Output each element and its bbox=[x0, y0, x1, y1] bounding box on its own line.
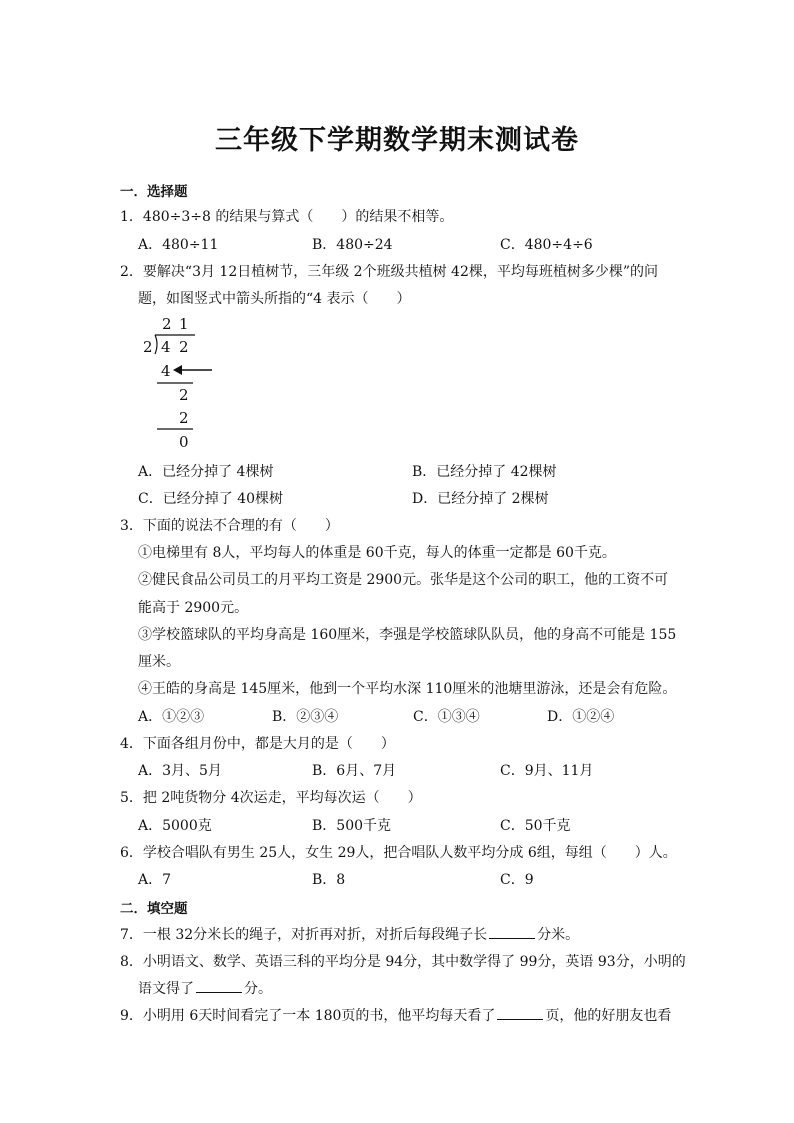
answer-blank[interactable] bbox=[196, 980, 242, 993]
q3-statement-4: ④王皓的身高是 145厘米，他到一个平均水深 110厘米的池塘里游泳，还是会有危险。 bbox=[138, 681, 677, 697]
q3-statement-3-cont: 厘米。 bbox=[138, 654, 180, 670]
q1-option-a: A．480÷11 bbox=[138, 237, 219, 253]
q5-option-b: B．500千克 bbox=[312, 818, 392, 834]
q6-option-a: A．7 bbox=[138, 872, 172, 888]
q4-option-b: B．6月、7月 bbox=[312, 763, 397, 779]
q3-option-d: D．①②④ bbox=[547, 709, 615, 725]
question-2-line2: 题，如图竖式中箭头所指的“4 表示（ ） bbox=[138, 291, 411, 307]
question-8-line2 bbox=[138, 978, 272, 998]
quotient-digit: 1 bbox=[179, 315, 189, 333]
step-remainder: 0 bbox=[179, 433, 189, 451]
division-bracket bbox=[155, 335, 157, 354]
q8-unit: 分。 bbox=[244, 981, 272, 997]
q2-option-c: C．已经分掉了 40棵树 bbox=[138, 491, 283, 507]
answer-blank[interactable] bbox=[497, 1007, 543, 1020]
page-title: 三年级下学期数学期末测试卷 bbox=[215, 125, 579, 156]
q1-option-c: C．480÷4÷6 bbox=[500, 237, 593, 253]
question-5: 5．把 2吨货物分 4次运走，平均每次运（ ） bbox=[120, 790, 422, 806]
q7-text: 7．一根 32分米长的绳子，对折再对折，对折后每段绳子长 bbox=[120, 927, 488, 943]
q3-statement-1: ①电梯里有 8人，平均每人的体重是 60千克，每人的体重一定都是 60千克。 bbox=[138, 545, 616, 561]
q9-text: 9．小明用 6天时间看完了一本 180页的书，他平均每天看了 bbox=[120, 1008, 496, 1024]
section-heading-choice: 一．选择题 bbox=[120, 184, 188, 200]
q4-option-c: C．9月、11月 bbox=[500, 763, 594, 779]
q2-option-b: B．已经分掉了 42棵树 bbox=[412, 464, 557, 480]
question-9 bbox=[120, 1005, 671, 1025]
q3-statement-3: ③学校篮球队的平均身高是 160厘米，李强是学校篮球队队员，他的身高不可能是 155 bbox=[138, 627, 677, 643]
q3-option-b: B．②③④ bbox=[272, 709, 339, 725]
q3-option-c: C．①③④ bbox=[413, 709, 480, 725]
q1-option-b: B．480÷24 bbox=[312, 237, 393, 253]
question-6: 6．学校合唱队有男生 25人，女生 29人，把合唱队人数平均分成 6组，每组（ ）人。 bbox=[120, 845, 677, 861]
q3-option-a: A．①②③ bbox=[138, 709, 205, 725]
answer-blank[interactable] bbox=[489, 926, 535, 939]
question-4: 4．下面各组月份中，都是大月的是（ ） bbox=[120, 736, 395, 752]
step-product: 2 bbox=[179, 409, 189, 427]
q3-statement-2-cont: 能高于 2900元。 bbox=[138, 600, 249, 616]
q9-cont: 页，他的好朋友也看 bbox=[545, 1008, 672, 1024]
quotient-digit: 2 bbox=[162, 315, 172, 333]
divisor: 2 bbox=[143, 338, 153, 356]
q5-option-c: C．50千克 bbox=[500, 818, 571, 834]
question-2-line1: 2．要解决“3月 12日植树节，三年级 2个班级共植树 42棵，平均每班植树多少棵”的问 bbox=[120, 264, 659, 280]
q7-unit: 分米。 bbox=[537, 927, 580, 943]
q8-text: 语文得了 bbox=[138, 981, 194, 997]
step-remainder: 2 bbox=[179, 386, 189, 404]
section-heading-fill: 二．填空题 bbox=[120, 901, 188, 917]
dividend-digit: 4 bbox=[161, 338, 171, 356]
q4-option-a: A．3月、5月 bbox=[138, 763, 222, 779]
question-8-line1: 8．小明语文、数学、英语三科的平均分是 94分，其中数学得了 99分，英语 93分，小明的 bbox=[120, 954, 686, 970]
question-7 bbox=[120, 924, 579, 944]
q3-statement-2: ②健民食品公司员工的月平均工资是 2900元。张华是这个公司的职工，他的工资不可 bbox=[138, 572, 669, 588]
arrow-head-icon bbox=[173, 365, 182, 375]
long-division-diagram bbox=[135, 312, 235, 457]
q5-option-a: A．5000克 bbox=[138, 818, 212, 834]
question-3: 3．下面的说法不合理的有（ ） bbox=[120, 518, 339, 534]
q6-option-c: C．9 bbox=[500, 872, 534, 888]
question-1: 1．480÷3÷8 的结果与算式（ ）的结果不相等。 bbox=[120, 209, 454, 225]
q2-option-d: D．已经分掉了 2棵树 bbox=[412, 491, 549, 507]
q6-option-b: B．8 bbox=[312, 872, 346, 888]
dividend-digit: 2 bbox=[179, 338, 189, 356]
q2-option-a: A．已经分掉了 4棵树 bbox=[138, 464, 274, 480]
step-product: 4 bbox=[161, 362, 171, 380]
